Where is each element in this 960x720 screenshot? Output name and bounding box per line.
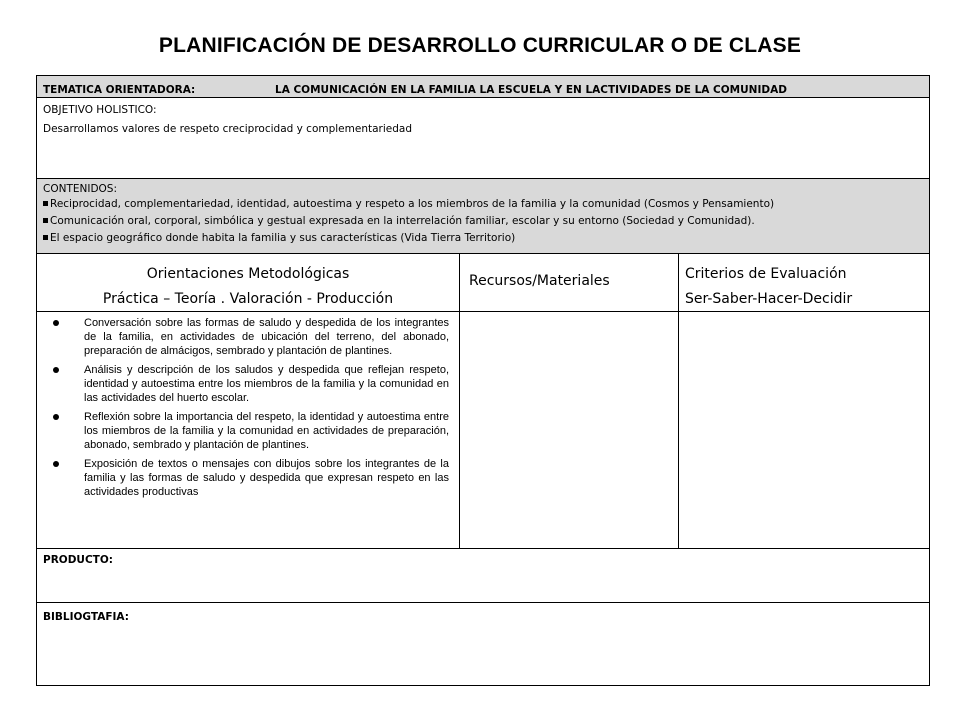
- tematica-value: LA COMUNICACIÓN EN LA FAMILIA LA ESCUELA Y EN LACTIVIDADES DE LA COMUNIDAD: [275, 84, 787, 96]
- planning-table: [36, 75, 930, 686]
- square-bullet-icon: [43, 201, 48, 206]
- recursos-cell: [460, 312, 679, 548]
- contenidos-list: [43, 198, 923, 245]
- contenidos-item: Reciprocidad, complementariedad, identidad, autoestima y respeto a los miembros de la familia y la comunidad (Cosmos y Pensamiento): [43, 198, 923, 211]
- orientaciones-list: [37, 312, 459, 499]
- square-bullet-icon: [43, 235, 48, 240]
- document-title: PLANIFICACIÓN DE DESARROLLO CURRICULAR O DE CLASE: [158, 34, 802, 57]
- orientaciones-header: [37, 254, 460, 311]
- columns-body-row: [37, 312, 929, 549]
- orientaciones-item: Conversación sobre las formas de saludo y despedida de los integrantes de la familia, en actividades de ubicación del terreno, del abonado, preparación de almácigos, sembrado y plantación de plantines.: [47, 316, 449, 358]
- bibliografia-label: BIBLIOGTAFIA:: [43, 611, 129, 623]
- orientaciones-cell: [37, 312, 460, 548]
- objetivo-row: [37, 98, 929, 179]
- columns-header-row: [37, 254, 929, 312]
- square-bullet-icon: [43, 218, 48, 223]
- bibliografia-row: [37, 603, 929, 685]
- contenidos-item: El espacio geográfico donde habita la familia y sus características (Vida Tierra Territorio): [43, 232, 923, 245]
- orientaciones-item: Análisis y descripción de los saludos y despedida que reflejan respeto, identidad y autoestima entre los miembros de la familia y la comunidad en las actividades del huerto escolar.: [47, 363, 449, 405]
- bullet-icon: [53, 367, 59, 373]
- orientaciones-item: Exposición de textos o mensajes con dibujos sobre los integrantes de la familia y las formas de saludo y despedida que expresan respeto en las actividades productivas: [47, 457, 449, 499]
- contenidos-item: Comunicación oral, corporal, simbólica y gestual expresada en la interrelación familiar, escolar y su entorno (Sociedad y Comunidad).: [43, 215, 923, 228]
- orientaciones-item: Reflexión sobre la importancia del respeto, la identidad y autoestima entre los miembros de la familia y la comunidad en actividades de preparación, abonado, sembrado y plantación de plantines.: [47, 410, 449, 452]
- contenidos-label: CONTENIDOS:: [43, 183, 118, 195]
- orientaciones-header-line2: Práctica – Teoría . Valoración - Producción: [102, 291, 394, 307]
- tematica-label: TEMATICA ORIENTADORA:: [43, 84, 196, 96]
- bullet-icon: [53, 414, 59, 420]
- orientaciones-header-line1: Orientaciones Metodológicas: [146, 266, 350, 282]
- producto-row: [37, 549, 929, 603]
- criterios-header: [679, 254, 929, 311]
- bullet-icon: [53, 320, 59, 326]
- criterios-cell: [679, 312, 929, 548]
- criterios-header-line1: Criterios de Evaluación: [685, 266, 847, 282]
- contenidos-row: [37, 179, 929, 254]
- criterios-header-line2: Ser-Saber-Hacer-Decidir: [685, 291, 853, 307]
- objetivo-label: OBJETIVO HOLISTICO:: [43, 104, 157, 116]
- producto-label: PRODUCTO:: [43, 554, 113, 566]
- recursos-header: Recursos/Materiales: [460, 254, 679, 311]
- bullet-icon: [53, 461, 59, 467]
- tematica-row: [37, 76, 929, 98]
- objetivo-value: Desarrollamos valores de respeto creciprocidad y complementariedad: [43, 123, 412, 135]
